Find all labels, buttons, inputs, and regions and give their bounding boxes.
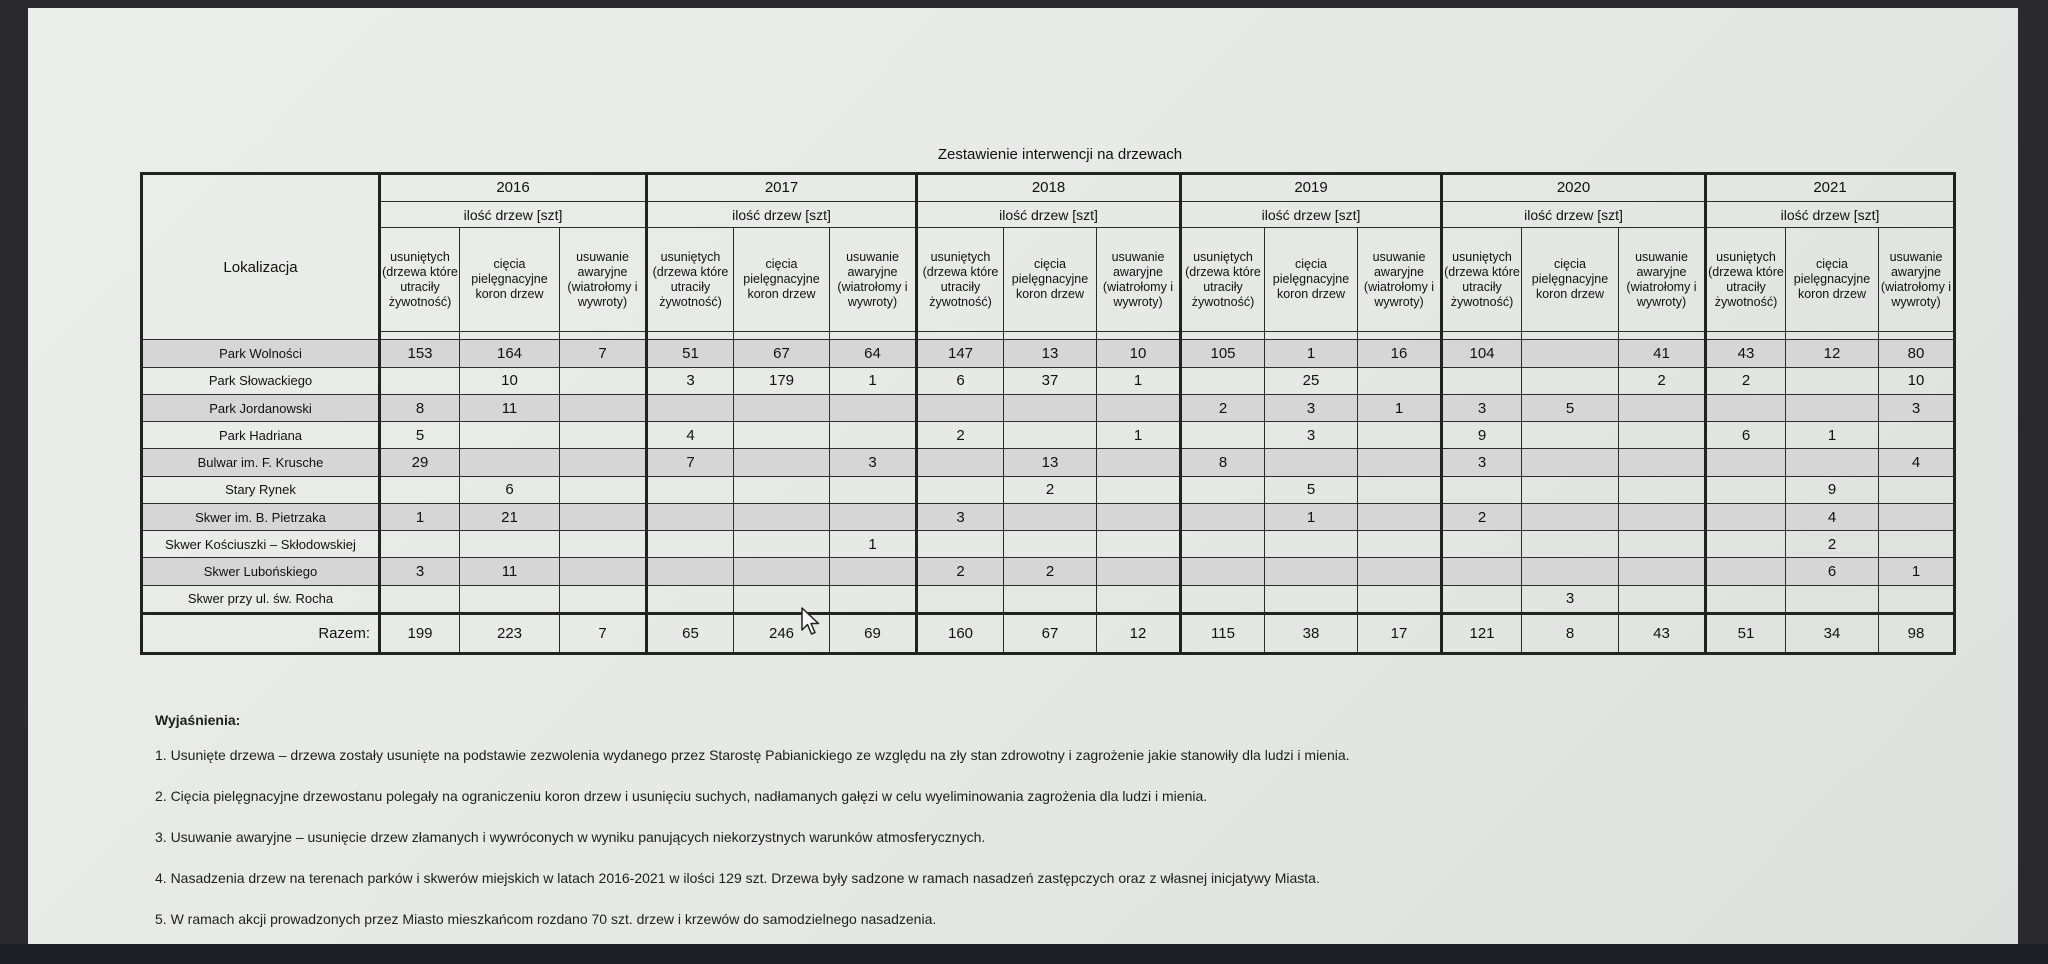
gap-cell [647,332,734,340]
gap-cell [917,332,1004,340]
total-cell: 12 [1097,613,1181,653]
value-cell: 1 [1097,422,1181,449]
value-cell [1358,585,1442,613]
value-cell: 12 [1786,340,1879,367]
location-cell: Skwer Kościuszki – Skłodowskiej [142,531,380,558]
total-cell: 34 [1786,613,1879,653]
value-cell [1879,531,1955,558]
value-cell: 3 [830,449,917,476]
gap-cell [460,332,560,340]
value-cell: 2 [1004,476,1097,503]
value-cell: 67 [734,340,830,367]
gap-cell [560,332,647,340]
value-cell [1181,503,1265,530]
year-header: 2020 [1442,174,1706,202]
value-cell [1097,449,1181,476]
value-cell [1442,531,1522,558]
notes-heading: Wyjaśnienia: [155,712,241,728]
value-cell [734,422,830,449]
table-row [142,340,1955,367]
value-cell [380,367,460,394]
value-cell [917,585,1004,613]
value-cell [560,531,647,558]
removed-header: usuniętych (drzewa które utraciły żywotność) [1442,228,1522,332]
value-cell: 1 [1097,367,1181,394]
value-cell [1522,503,1619,530]
value-cell: 10 [1097,340,1181,367]
value-cell: 3 [1442,449,1522,476]
pruning-header: cięcia pielęgnacyjne koron drzew [1265,228,1358,332]
value-cell: 7 [560,340,647,367]
value-cell [1706,531,1786,558]
value-cell [560,503,647,530]
value-cell: 4 [1786,503,1879,530]
value-cell: 2 [1786,531,1879,558]
year-header: 2021 [1706,174,1955,202]
gap-cell [1004,332,1097,340]
gap-cell [1706,332,1786,340]
value-cell [830,476,917,503]
value-cell [1442,558,1522,585]
value-cell [830,585,917,613]
value-cell: 104 [1442,340,1522,367]
value-cell: 51 [647,340,734,367]
value-cell: 2 [1004,558,1097,585]
unit-header: ilość drzew [szt] [1181,201,1442,228]
value-cell [1786,394,1879,421]
value-cell: 5 [1522,394,1619,421]
unit-header: ilość drzew [szt] [1442,201,1706,228]
value-cell: 6 [917,367,1004,394]
value-cell [647,558,734,585]
gap-cell [380,332,460,340]
value-cell [1442,476,1522,503]
note-item: 1. Usunięte drzewa – drzewa zostały usunięte na podstawie zezwolenia wydanego przez Starostę Pabianickiego ze względu na zły stan zdrowotny i zagrożenie jakie stanowiły dla ludzi i mienia. [155,747,1350,763]
location-cell: Park Wolności [142,340,380,367]
emergency-header: usuwanie awaryjne (wiatrołomy i wywroty) [1097,228,1181,332]
value-cell [560,585,647,613]
value-cell [917,531,1004,558]
value-cell [1619,476,1706,503]
unit-header-row [142,201,1955,228]
value-cell [647,531,734,558]
total-cell: 246 [734,613,830,653]
value-cell: 3 [1265,394,1358,421]
value-cell: 3 [647,367,734,394]
value-cell: 29 [380,449,460,476]
table-row [142,558,1955,585]
value-cell: 6 [460,476,560,503]
interventions-table [140,172,1956,655]
location-cell: Skwer przy ul. św. Rocha [142,585,380,613]
totals-row [142,613,1955,653]
value-cell [1265,585,1358,613]
value-cell [560,449,647,476]
value-cell [647,394,734,421]
value-cell [560,422,647,449]
value-cell: 21 [460,503,560,530]
value-cell [1004,531,1097,558]
document-title: Zestawienie interwencji na drzewach [937,146,1183,163]
value-cell [1706,503,1786,530]
value-cell: 16 [1358,340,1442,367]
location-header: Lokalizacja [142,174,380,340]
gap-cell [1619,332,1706,340]
sub-header-row [142,228,1955,332]
value-cell [1706,476,1786,503]
value-cell [734,449,830,476]
value-cell [1265,558,1358,585]
note-item: 5. W ramach akcji prowadzonych przez Miasto mieszkańcom rozdano 70 szt. drzew i krzewów do samodzielnego nasadzenia. [155,911,937,927]
gap-cell [1265,332,1358,340]
table-row [142,476,1955,503]
gap-cell [830,332,917,340]
value-cell: 7 [647,449,734,476]
value-cell: 3 [1522,585,1619,613]
value-cell [1522,367,1619,394]
value-cell [1619,585,1706,613]
location-cell: Bulwar im. F. Krusche [142,449,380,476]
value-cell: 37 [1004,367,1097,394]
value-cell: 13 [1004,340,1097,367]
year-header: 2019 [1181,174,1442,202]
value-cell [1619,422,1706,449]
value-cell [1786,367,1879,394]
table-row [142,531,1955,558]
value-cell [1358,449,1442,476]
value-cell: 8 [1181,449,1265,476]
gap-cell [1097,332,1181,340]
table-row [142,585,1955,613]
location-cell: Park Słowackiego [142,367,380,394]
value-cell [1879,476,1955,503]
value-cell [1004,394,1097,421]
header-gap-row [142,332,1955,340]
value-cell [1004,585,1097,613]
value-cell: 64 [830,340,917,367]
value-cell: 11 [460,558,560,585]
value-cell: 1 [830,367,917,394]
emergency-header: usuwanie awaryjne (wiatrołomy i wywroty) [560,228,647,332]
value-cell [1879,585,1955,613]
value-cell: 1 [1265,340,1358,367]
location-cell: Park Hadriana [142,422,380,449]
year-header: 2017 [647,174,917,202]
unit-header: ilość drzew [szt] [380,201,647,228]
value-cell [1358,503,1442,530]
value-cell [1786,449,1879,476]
value-cell: 25 [1265,367,1358,394]
value-cell: 8 [380,394,460,421]
value-cell [917,476,1004,503]
emergency-header: usuwanie awaryjne (wiatrołomy i wywroty) [1879,228,1955,332]
value-cell [460,449,560,476]
value-cell: 5 [1265,476,1358,503]
value-cell: 9 [1442,422,1522,449]
note-item: 4. Nasadzenia drzew na terenach parków i skwerów miejskich w latach 2016-2021 w ilości 129 szt. Drzewa były sadzone w ramach nasadzeń zastępczych oraz z własnej inicjatywy Miasta. [155,870,1320,886]
value-cell [1522,449,1619,476]
total-cell: 223 [460,613,560,653]
removed-header: usuniętych (drzewa które utraciły żywotność) [1181,228,1265,332]
value-cell: 2 [1181,394,1265,421]
total-cell: 98 [1879,613,1955,653]
gap-cell [1442,332,1522,340]
value-cell [1522,340,1619,367]
value-cell: 6 [1786,558,1879,585]
table-row [142,394,1955,421]
value-cell [734,531,830,558]
year-header-row [142,174,1955,202]
value-cell [1706,394,1786,421]
value-cell: 1 [1265,503,1358,530]
value-cell [1097,503,1181,530]
note-item: 2. Cięcia pielęgnacyjne drzewostanu polegały na ograniczeniu koron drzew i usunięciu suchych, nadłamanych gałęzi w celu wyeliminowania zagrożenia dla ludzi i mienia. [155,788,1208,804]
value-cell [1181,585,1265,613]
value-cell [460,585,560,613]
value-cell [1619,558,1706,585]
value-cell: 3 [1442,394,1522,421]
total-cell: 8 [1522,613,1619,653]
notes-section [155,712,1350,952]
value-cell: 1 [1358,394,1442,421]
value-cell [380,476,460,503]
gap-cell [1786,332,1879,340]
value-cell [1358,476,1442,503]
value-cell: 11 [460,394,560,421]
location-cell: Park Jordanowski [142,394,380,421]
value-cell: 1 [1879,558,1955,585]
year-header: 2016 [380,174,647,202]
value-cell: 1 [1786,422,1879,449]
value-cell: 4 [647,422,734,449]
value-cell [830,558,917,585]
total-cell: 7 [560,613,647,653]
value-cell: 3 [917,503,1004,530]
value-cell [1181,367,1265,394]
gap-cell [1522,332,1619,340]
value-cell [1358,531,1442,558]
value-cell [1097,585,1181,613]
value-cell: 3 [380,558,460,585]
total-cell: 51 [1706,613,1786,653]
value-cell: 13 [1004,449,1097,476]
value-cell [560,476,647,503]
value-cell [1181,476,1265,503]
table-row [142,422,1955,449]
table-row [142,449,1955,476]
value-cell [380,585,460,613]
gap-cell [734,332,830,340]
value-cell [1181,422,1265,449]
value-cell [1522,558,1619,585]
removed-header: usuniętych (drzewa które utraciły żywotność) [917,228,1004,332]
value-cell [1522,422,1619,449]
total-cell: 38 [1265,613,1358,653]
value-cell [1097,531,1181,558]
value-cell [647,585,734,613]
value-cell [1358,367,1442,394]
value-cell [380,531,460,558]
removed-header: usuniętych (drzewa które utraciły żywotność) [1706,228,1786,332]
value-cell [1786,585,1879,613]
year-header: 2018 [917,174,1181,202]
value-cell: 41 [1619,340,1706,367]
gap-cell [1181,332,1265,340]
gap-cell [1879,332,1955,340]
pruning-header: cięcia pielęgnacyjne koron drzew [1786,228,1879,332]
value-cell [1097,476,1181,503]
value-cell [1619,503,1706,530]
value-cell: 2 [917,558,1004,585]
value-cell: 6 [1706,422,1786,449]
value-cell: 164 [460,340,560,367]
mouse-cursor-icon [800,606,822,638]
table-row [142,503,1955,530]
value-cell: 10 [460,367,560,394]
value-cell [1004,422,1097,449]
value-cell: 147 [917,340,1004,367]
total-cell: 115 [1181,613,1265,653]
value-cell [1522,531,1619,558]
note-item: 3. Usuwanie awaryjne – usunięcie drzew złamanych i wywróconych w wyniku panujących niekorzystnych warunków atmosferycznych. [155,829,986,845]
pruning-header: cięcia pielęgnacyjne koron drzew [734,228,830,332]
value-cell: 1 [380,503,460,530]
value-cell [1265,449,1358,476]
value-cell [734,476,830,503]
value-cell: 2 [1619,367,1706,394]
value-cell [1265,531,1358,558]
table-row [142,367,1955,394]
value-cell [1442,585,1522,613]
value-cell [1619,449,1706,476]
value-cell [830,394,917,421]
value-cell [1879,503,1955,530]
value-cell: 10 [1879,367,1955,394]
total-cell: 160 [917,613,1004,653]
total-cell: 199 [380,613,460,653]
value-cell: 2 [917,422,1004,449]
value-cell [917,394,1004,421]
total-cell: 67 [1004,613,1097,653]
value-cell [647,476,734,503]
value-cell [917,449,1004,476]
pruning-header: cięcia pielęgnacyjne koron drzew [1004,228,1097,332]
value-cell: 9 [1786,476,1879,503]
value-cell [460,422,560,449]
gap-cell [1358,332,1442,340]
value-cell: 5 [380,422,460,449]
value-cell [1097,394,1181,421]
value-cell [1879,422,1955,449]
value-cell [734,558,830,585]
value-cell [1358,422,1442,449]
value-cell [830,422,917,449]
value-cell: 2 [1706,367,1786,394]
value-cell [734,503,830,530]
total-cell: 69 [830,613,917,653]
value-cell: 3 [1265,422,1358,449]
value-cell: 4 [1879,449,1955,476]
value-cell [830,503,917,530]
unit-header: ilość drzew [szt] [917,201,1181,228]
value-cell [560,394,647,421]
total-cell: 43 [1619,613,1706,653]
value-cell [1706,558,1786,585]
value-cell [1004,503,1097,530]
value-cell [1706,585,1786,613]
value-cell [1442,367,1522,394]
value-cell [1619,531,1706,558]
emergency-header: usuwanie awaryjne (wiatrołomy i wywroty) [830,228,917,332]
value-cell: 3 [1879,394,1955,421]
value-cell: 2 [1442,503,1522,530]
value-cell [734,394,830,421]
emergency-header: usuwanie awaryjne (wiatrołomy i wywroty) [1619,228,1706,332]
value-cell: 80 [1879,340,1955,367]
pruning-header: cięcia pielęgnacyjne koron drzew [1522,228,1619,332]
value-cell [1522,476,1619,503]
value-cell [1706,449,1786,476]
value-cell [1181,531,1265,558]
value-cell [460,531,560,558]
value-cell [1181,558,1265,585]
value-cell [560,558,647,585]
value-cell [647,503,734,530]
value-cell [1358,558,1442,585]
pruning-header: cięcia pielęgnacyjne koron drzew [460,228,560,332]
value-cell: 179 [734,367,830,394]
location-cell: Skwer im. B. Pietrzaka [142,503,380,530]
location-cell: Skwer Lubońskiego [142,558,380,585]
emergency-header: usuwanie awaryjne (wiatrołomy i wywroty) [1358,228,1442,332]
value-cell: 43 [1706,340,1786,367]
value-cell: 153 [380,340,460,367]
value-cell [560,367,647,394]
unit-header: ilość drzew [szt] [1706,201,1955,228]
value-cell: 1 [830,531,917,558]
removed-header: usuniętych (drzewa które utraciły żywotność) [380,228,460,332]
unit-header: ilość drzew [szt] [647,201,917,228]
value-cell: 105 [1181,340,1265,367]
total-label: Razem: [142,613,380,653]
removed-header: usuniętych (drzewa które utraciły żywotność) [647,228,734,332]
value-cell [1619,394,1706,421]
total-cell: 17 [1358,613,1442,653]
value-cell [1097,558,1181,585]
total-cell: 121 [1442,613,1522,653]
total-cell: 65 [647,613,734,653]
location-cell: Stary Rynek [142,476,380,503]
